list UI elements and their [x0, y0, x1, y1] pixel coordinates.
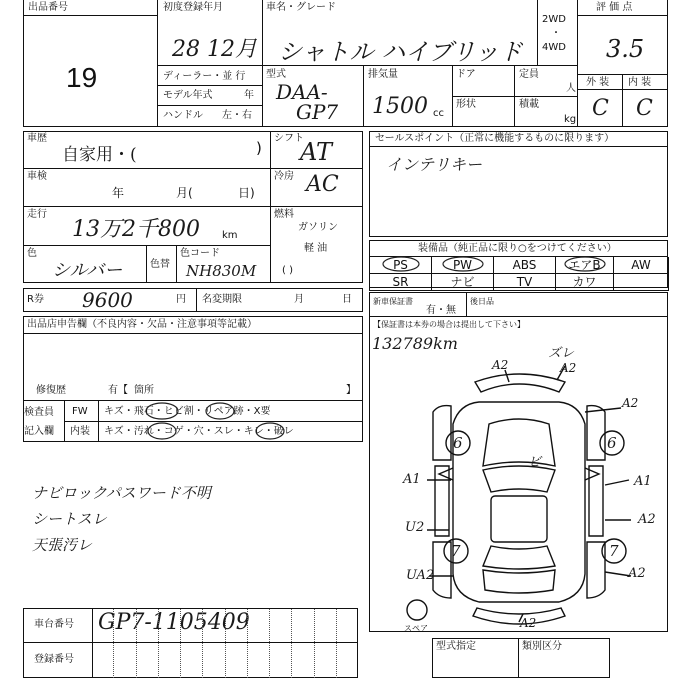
mark-top-a2-left: A2: [492, 358, 509, 372]
mark-top-zure: ズレ: [548, 346, 575, 361]
divider: [369, 146, 668, 147]
right-fender: [587, 406, 605, 460]
equipment-circles: [369, 254, 669, 274]
divider: [518, 638, 519, 678]
tire-rear-right-value: 7: [609, 542, 619, 560]
odometer-note: 132789km: [372, 334, 458, 353]
circle-mark: [565, 257, 605, 271]
repair-history-options: 有【: [108, 385, 128, 396]
divider: [23, 168, 363, 169]
tire-front-right-value: 6: [607, 434, 617, 452]
recycle-value: 9600: [82, 288, 133, 312]
inspector-circles: [140, 400, 300, 442]
lot-label: 出品番号: [28, 2, 68, 13]
reg-value: 28 12月: [172, 37, 257, 62]
shift-label: シフト: [274, 133, 304, 144]
spare-label: スペア: [404, 624, 428, 633]
divider: [537, 0, 538, 65]
interior-row-label: 内装: [70, 426, 90, 437]
fuel-label: 燃料: [274, 209, 294, 220]
divider: [157, 105, 262, 106]
repair-place-label: 箇所: [134, 385, 154, 396]
hood: [483, 419, 555, 466]
divider: [369, 316, 668, 317]
warranty-note: 【保証書は本券の場合は提出して下さい】: [373, 320, 525, 329]
warranty-label: 新車保証書: [373, 297, 413, 306]
mark-right-a2-top: A2: [622, 396, 639, 410]
fuel-diesel: 軽 油: [304, 243, 328, 254]
mark-left-ua2: UA2: [406, 568, 435, 583]
divider: [157, 85, 262, 86]
score-label: 評 価 点: [596, 2, 633, 13]
handle-label: ハンドル: [163, 110, 203, 121]
history-close: ): [256, 139, 262, 157]
name-change-label: 名変期限: [202, 294, 242, 305]
inspector-label: 検査員: [24, 407, 54, 418]
drive-4wd: 4WD: [542, 42, 566, 53]
name-change-month: 月: [294, 294, 304, 305]
model-spec-label: 型式指定: [436, 641, 476, 652]
windshield: [483, 466, 555, 492]
mark-left-u2: U2: [405, 520, 425, 535]
right-mirror: [585, 468, 599, 480]
pointer-line: [585, 408, 621, 412]
circle-mark: [383, 257, 419, 271]
divider: [577, 15, 668, 16]
pointer-line: [605, 480, 629, 485]
dealer-label: ディーラー・並 行: [163, 71, 246, 82]
sales-point-label: セールスポイント（正常に機能するものに限ります）: [375, 133, 615, 144]
equip-sr: SR: [370, 274, 432, 291]
left-quarter: [433, 542, 451, 598]
color-change-label: 色替: [150, 259, 170, 270]
mark-left-a1: A1: [403, 472, 421, 487]
right-doors: [589, 466, 603, 536]
divider: [157, 0, 158, 127]
mark-right-a1: A1: [634, 474, 652, 489]
equip-airbag: エアB: [556, 257, 614, 274]
color-code-value: NH830M: [186, 262, 257, 280]
circle-mark: [148, 423, 176, 439]
displacement-value: 1500: [372, 94, 428, 119]
recycle-unit: 円: [176, 294, 186, 305]
door-label: ドア: [456, 69, 476, 80]
divider: [452, 96, 577, 97]
mark-hibi: ビ: [528, 455, 542, 470]
divider: [262, 0, 263, 127]
note-line-3: 天張汚レ: [32, 536, 93, 554]
model-year-label: モデル年式: [163, 90, 213, 101]
displacement-unit: cc: [433, 108, 444, 119]
model-label: 型式: [266, 69, 286, 80]
name-value: シャトル ハイブリッド: [278, 38, 523, 66]
capacity-label: 定員: [519, 69, 539, 80]
spare-tire: [407, 600, 427, 620]
exterior-label: 外 装: [586, 77, 610, 88]
load-label: 積載: [519, 99, 539, 110]
divider: [577, 89, 668, 90]
left-fender: [433, 406, 451, 460]
inspection-day: 日): [238, 186, 255, 200]
equip-ps: PS: [370, 257, 432, 274]
divider: [622, 74, 623, 127]
color-label: 色: [27, 248, 37, 259]
recycle-label: R券: [27, 294, 44, 305]
tire-rear-left-value: 7: [451, 542, 461, 560]
ac-label: 冷房: [274, 171, 294, 182]
drive-2wd: 2WD: [542, 14, 566, 25]
registration-label: 登録番号: [34, 654, 74, 665]
color-value: シルバー: [52, 260, 123, 281]
equip-tv: TV: [494, 274, 556, 291]
warranty-options: 有・無: [426, 305, 456, 316]
name-label: 車名・グレード: [266, 2, 336, 13]
equip-pw: PW: [432, 257, 494, 274]
ac-value: AC: [306, 172, 339, 197]
repair-close: 】: [346, 385, 356, 396]
fw-items: キズ・飛石・ヒビ割・リペア跡・X要: [104, 406, 271, 417]
divider: [98, 400, 99, 442]
displacement-label: 排気量: [368, 69, 398, 80]
mileage-unit: km: [222, 230, 238, 241]
history-label: 車歴: [27, 133, 47, 144]
color-code-label: 色コード: [180, 248, 220, 259]
equip-leather: カワ: [556, 274, 614, 291]
note-line-1: ナビロックパスワード不明: [32, 484, 211, 502]
model-value-line1: DAA-: [276, 80, 328, 104]
interior-label: 内 装: [628, 77, 652, 88]
mark-right-a2-mid: A2: [638, 512, 656, 527]
handle-options: 左・右: [222, 110, 252, 121]
chassis-label: 車台番号: [34, 619, 74, 630]
interior-value: C: [636, 96, 653, 121]
inspection-month: 月(: [176, 186, 193, 200]
inspection-label: 車検: [27, 171, 47, 182]
fuel-other: ( ): [282, 265, 293, 276]
drive-dot: ・: [551, 28, 561, 39]
exterior-value: C: [592, 96, 609, 121]
interior-items: キズ・汚れ・コゲ・穴・スレ・キレ・破レ: [104, 426, 294, 437]
note-line-2: シートスレ: [32, 510, 107, 528]
mileage-value: 13万2千800: [72, 217, 200, 242]
equip-abs: ABS: [494, 257, 556, 274]
front-bumper: [475, 374, 565, 392]
circle-mark: [206, 403, 234, 419]
circle-mark: [443, 257, 483, 271]
mark-right-a2-bot: A2: [628, 566, 646, 581]
recycle-block: [23, 288, 363, 312]
sales-point-value: インテリキー: [386, 155, 483, 174]
later-item-label: 後日品: [470, 297, 494, 306]
model-year-unit: 年: [244, 90, 254, 101]
category-label: 類別区分: [522, 641, 562, 652]
shift-value: AT: [300, 138, 333, 166]
divider: [577, 0, 578, 127]
reg-label: 初度登録年月: [163, 2, 223, 13]
capacity-unit: 人: [566, 83, 576, 94]
car-body-outline: [453, 402, 585, 602]
chassis-value: GP7-1105409: [98, 610, 250, 635]
equip-navi: ナビ: [432, 274, 494, 291]
mark-top-a2-mid: A2: [560, 361, 577, 375]
declaration-label: 出品店申告欄（不良内容・欠品・注意事項等記載）: [27, 319, 257, 330]
divider: [270, 131, 271, 283]
score-value: 3.5: [606, 35, 645, 63]
fw-label: FW: [72, 406, 88, 417]
divider: [176, 245, 177, 283]
divider: [196, 288, 197, 312]
entry-label: 記入欄: [24, 426, 54, 437]
tire-front-left-value: 6: [453, 434, 463, 452]
name-change-day: 日: [342, 294, 352, 305]
inspection-year: 年: [112, 186, 125, 200]
equip-aw: AW: [614, 257, 669, 274]
left-mirror: [439, 468, 453, 480]
divider: [23, 206, 363, 207]
mark-bottom-a2: A2: [520, 616, 537, 630]
fuel-gasoline: ガソリン: [298, 222, 338, 233]
divider: [23, 15, 157, 16]
history-value: 自家用・(: [62, 145, 137, 165]
left-doors: [435, 466, 449, 536]
load-unit: kg: [564, 114, 577, 125]
registration-cells: [92, 643, 358, 678]
model-value-line2: GP7: [296, 100, 339, 124]
roof: [491, 496, 547, 542]
rear-window: [483, 546, 555, 569]
equip-blank: [614, 274, 669, 291]
divider: [466, 292, 467, 316]
equipment-label: 装備品（純正品に限り○をつけてください）: [418, 243, 617, 254]
divider: [146, 245, 147, 283]
trunk: [483, 570, 555, 593]
repair-history-label: 修復歴: [36, 385, 66, 396]
divider: [23, 333, 363, 334]
circle-mark: [146, 403, 178, 419]
lot-number: 19: [66, 62, 98, 93]
shape-label: 形状: [456, 99, 476, 110]
chassis-cells: [92, 609, 358, 642]
mileage-label: 走行: [27, 209, 47, 220]
circle-mark: [256, 423, 284, 439]
divider: [363, 65, 364, 127]
